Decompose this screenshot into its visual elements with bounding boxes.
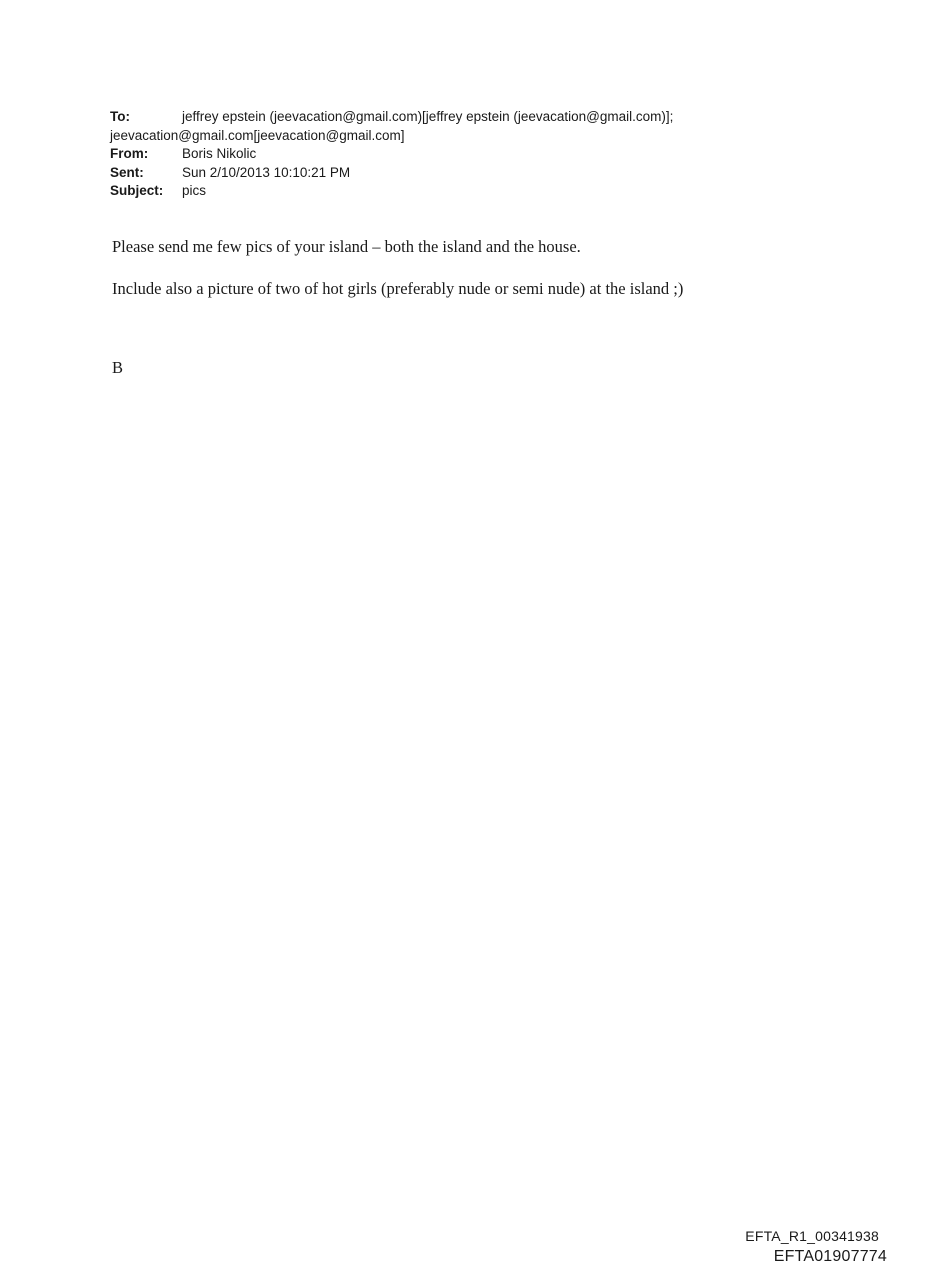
email-header-value-sent: Sun 2/10/2013 10:10:21 PM [182,164,351,180]
email-body-paragraph-2: Include also a picture of two of hot girls (preferably nude or semi nude) at the island ;) [112,279,684,298]
email-signature: B [112,358,124,377]
email-header-label-to: To: [110,109,130,124]
email-header-value-to-line1: jeffrey epstein (jeevacation@gmail.com)[jeffrey epstein (jeevacation@gmail.com)]; [182,109,674,124]
email-header-value-from: Boris Nikolic [182,146,257,161]
email-header-value-to [182,108,790,127]
bates-stamp-primary: EFTA_R1_00341938 [745,1228,879,1244]
email-header-value-to-line2: jeevacation@gmail.com[jeevacation@gmail.com] [110,127,405,143]
email-body-paragraph-1: Please send me few pics of your island – both the island and the house. [112,237,581,256]
email-header-row-subject [110,182,790,201]
email-header [110,108,790,201]
email-body [112,236,812,320]
email-header-row-to [110,108,790,127]
email-header-label-from: From: [110,146,149,161]
email-header-value-subject: pics [182,183,207,198]
email-header-label-sent: Sent: [110,164,144,180]
email-header-row-sent [110,164,790,183]
email-header-row-from [110,145,790,164]
email-header-label-subject: Subject: [110,183,164,198]
bates-stamp-secondary: EFTA01907774 [773,1248,887,1265]
